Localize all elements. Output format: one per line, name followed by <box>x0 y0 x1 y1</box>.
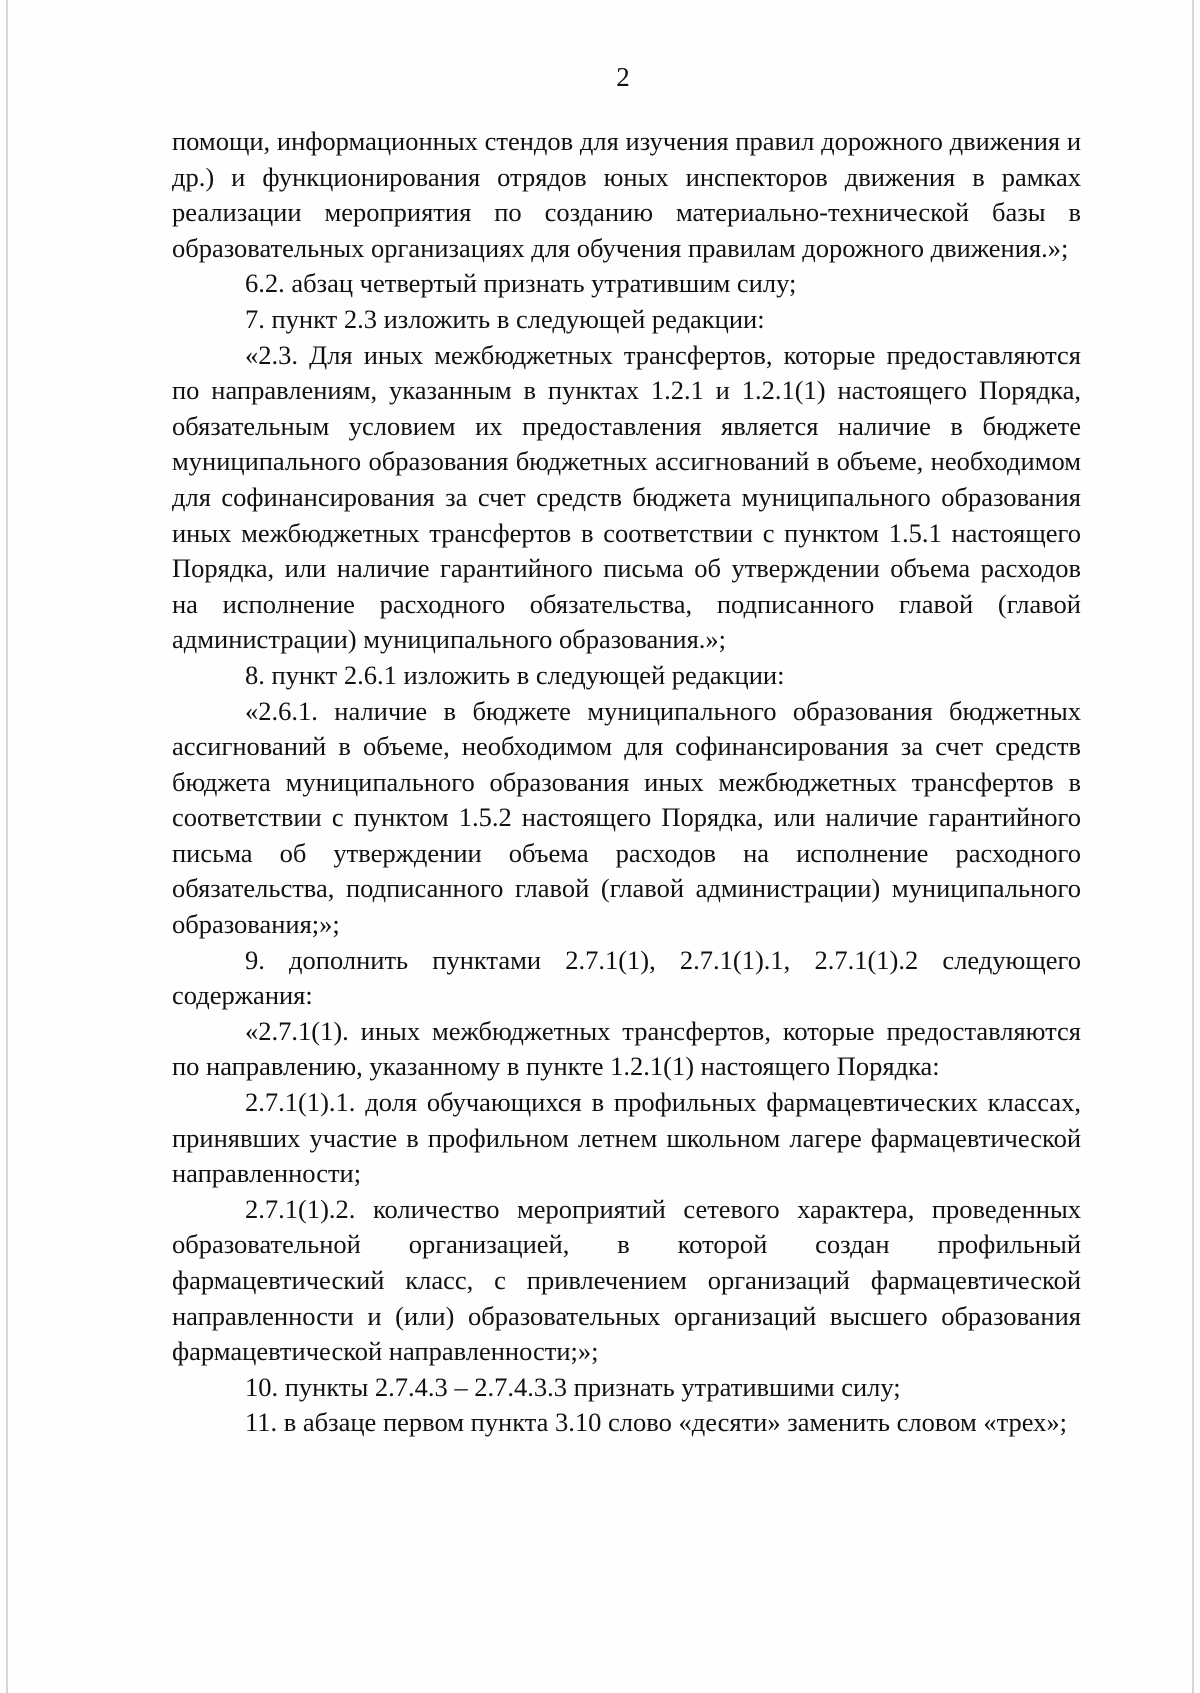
paragraph-item-7: 7. пункт 2.3 изложить в следующей редакции: <box>245 303 765 334</box>
scan-edge-right <box>1192 0 1194 1693</box>
paragraph-item-9: 9. дополнить пунктами 2.7.1(1), 2.7.1(1).1, 2.7.1(1).2 следующего содержания: <box>172 944 1081 1011</box>
paragraph-item-10: 10. пункты 2.7.4.3 – 2.7.4.3.3 признать утратившими силу; <box>245 1371 901 1402</box>
paragraph-clause-2-7-1-1: «2.7.1(1). иных межбюджетных трансфертов, которые предоставляются по направлению, указанному в пункте 1.2.1(1) настоящего Порядка: <box>172 1015 1081 1082</box>
paragraph-clause-2-7-1-1-2: 2.7.1(1).2. количество мероприятий сетевого характера, проведенных образовательной организацией, в которой создан профильный фармацевтический класс, с привлечением организаций фармацевтической направленности и (или) образовательных организаций высшего образования фармацевтической направленности;»; <box>172 1193 1081 1367</box>
paragraph-clause-2-7-1-1-1: 2.7.1(1).1. доля обучающихся в профильных фармацевтических классах, принявших участие в профильном летнем школьном лагере фармацевтической направленности; <box>172 1087 1081 1189</box>
paragraph-item-11: 11. в абзаце первом пункта 3.10 слово «десяти» заменить словом «трех»; <box>245 1407 1068 1438</box>
scan-edge-left <box>6 0 8 1693</box>
paragraph-item-8: 8. пункт 2.6.1 изложить в следующей редакции: <box>245 659 785 690</box>
document-body <box>172 124 1081 1441</box>
paragraph-clause-2-6-1: «2.6.1. наличие в бюджете муниципального образования бюджетных ассигнований в объеме, необходимом для софинансирования за счет средств бюджета муниципального образования иных межбюджетных трансфертов в соответствии с пунктом 1.5.2 настоящего Порядка, или наличие гарантийного письма об утверждении объема расходов на исполнение расходного обязательства, подписанного главой (главой администрации) муниципального образования;»; <box>172 695 1081 940</box>
paragraph-continuation: помощи, информационных стендов для изучения правил дорожного движения и др.) и функционирования отрядов юных инспекторов движения в рамках реализации мероприятия по созданию материально-технической базы в образовательных организациях для обучения правилам дорожного движения.»; <box>172 126 1081 263</box>
paragraph-item-6-2: 6.2. абзац четвертый признать утратившим силу; <box>245 268 797 299</box>
page-number: 2 <box>616 62 630 92</box>
paragraph-clause-2-3: «2.3. Для иных межбюджетных трансфертов, которые предоставляются по направлениям, указанным в пунктах 1.2.1 и 1.2.1(1) настоящего Порядка, обязательным условием их предоставления является наличие в бюджете муниципального образования бюджетных ассигнований в объеме, необходимом для софинансирования за счет средств бюджета муниципального образования иных межбюджетных трансфертов в соответствии с пунктом 1.5.1 настоящего Порядка, или наличие гарантийного письма об утверждении объема расходов на исполнение расходного обязательства, подписанного главой (главой администрации) муниципального образования.»; <box>172 339 1081 655</box>
